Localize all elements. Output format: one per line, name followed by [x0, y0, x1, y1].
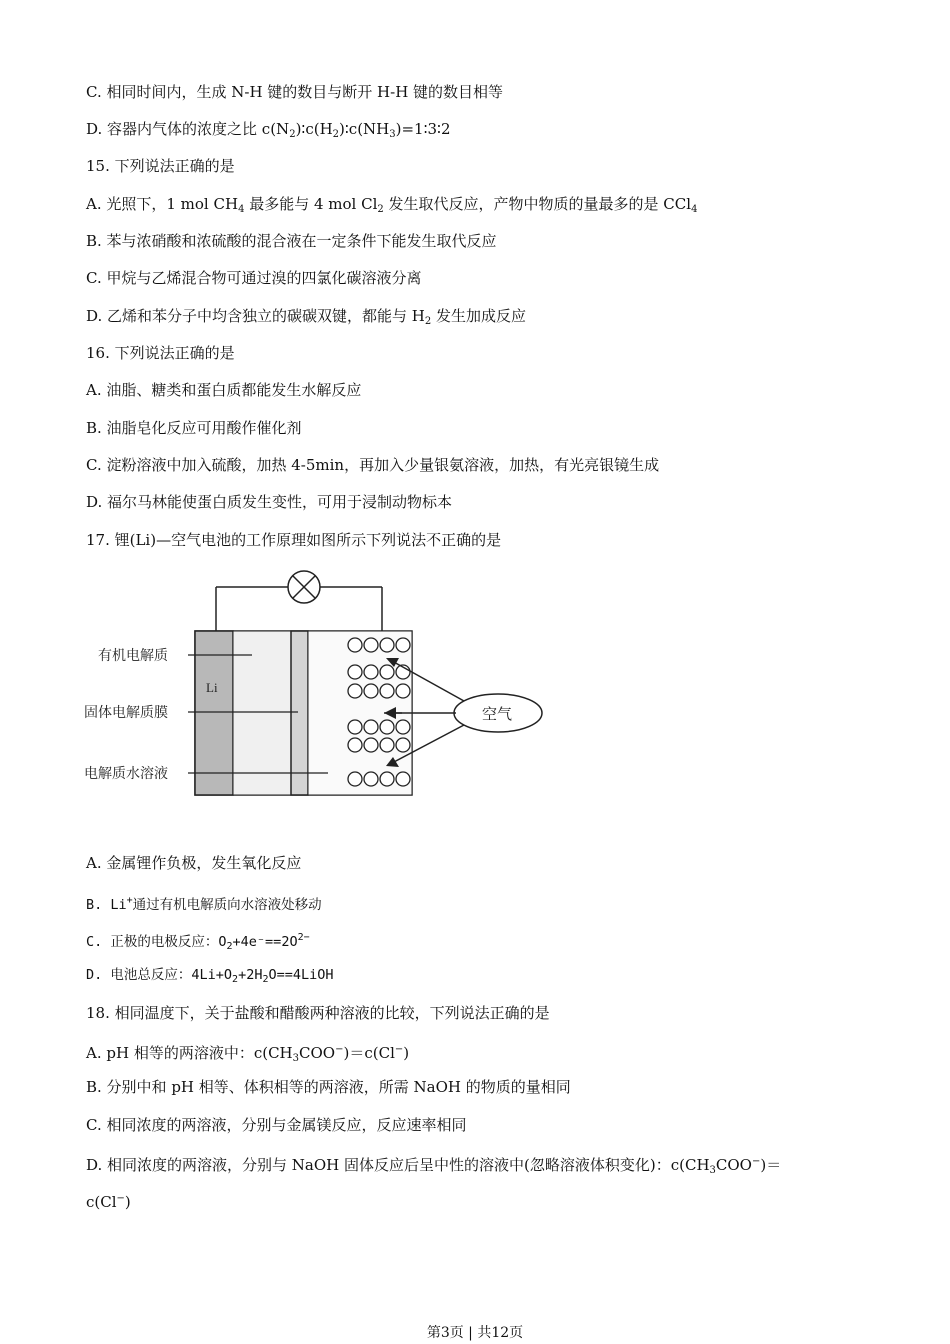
label-li: Li	[206, 680, 218, 695]
q17-option-b: B. Li+通过有机电解质向水溶液处移动	[86, 895, 322, 913]
page-footer: 第3页 | 共12页	[426, 1325, 524, 1341]
q16-option-b: B. 油脂皂化反应可用酸作催化剂	[86, 419, 302, 437]
q14-option-d: D. 容器内气体的浓度之比 $c(N_2)∶c(H_2)∶c(NH_3)=1∶3∶2$	[86, 120, 451, 140]
q18-option-d: D. 相同浓度的两溶液，分别与 NaOH 固体反应后呈中性的溶液中(忽略溶液体积变化)：$c(CH_3COO^-)=$	[86, 1156, 782, 1176]
q18-option-c: C. 相同浓度的两溶液，分别与金属镁反应，反应速率相同	[86, 1116, 467, 1134]
label-solid-membrane: 固体电解质膜	[84, 706, 168, 721]
label-organic-electrolyte: 有机电解质	[98, 649, 168, 664]
q16-stem: 16. 下列说法正确的是	[86, 344, 235, 362]
q17-option-a: A. 金属锂作负极，发生氧化反应	[86, 854, 302, 872]
q15-option-b: B. 苯与浓硝酸和浓硫酸的混合液在一定条件下能发生取代反应	[86, 232, 497, 250]
q14-option-c: C. 相同时间内，生成 N-H 键的数目与断开 H-H 键的数目相等	[86, 83, 504, 101]
battery-diagram	[80, 565, 560, 805]
q17-option-d: D. 电池总反应：$4Li+O_2+2H_2O==4LiOH$	[86, 967, 334, 985]
q15-option-d: D. 乙烯和苯分子中均含独立的碳碳双键，都能与 $H_2$ 发生加成反应	[86, 307, 527, 327]
q18-stem: 18. 相同温度下，关于盐酸和醋酸两种溶液的比较，下列说法正确的是	[86, 1004, 550, 1022]
label-air: 空气	[482, 707, 513, 723]
q18-option-b: B. 分别中和 pH 相等、体积相等的两溶液，所需 NaOH 的物质的量相同	[86, 1078, 571, 1096]
q18-option-a: A. pH 相等的两溶液中：$c(CH_3COO^-)=c(Cl^-)$	[86, 1044, 410, 1064]
q15-option-c: C. 甲烷与乙烯混合物可通过溴的四氯化碳溶液分离	[86, 269, 422, 287]
q15-option-a: A. 光照下，1 mol $CH_4$ 最多能与 4 mol $Cl_2$ 发生取代反应，产物中物质的量最多的是 CCl$_4$	[86, 195, 698, 215]
label-aqueous-electrolyte: 电解质水溶液	[84, 767, 168, 782]
q16-option-c: C. 淀粉溶液中加入硫酸，加热 4-5min，再加入少量银氨溶液，加热，有光亮银镜生成	[86, 456, 660, 474]
q15-stem: 15. 下列说法正确的是	[86, 157, 235, 175]
q16-option-a: A. 油脂、糖类和蛋白质都能发生水解反应	[86, 381, 362, 399]
q17-option-c: C. 正极的电极反应：$O_2+4e^-==2O^{2-}$	[86, 932, 310, 952]
q17-stem: 17. 锂(Li)—空气电池的工作原理如图所示下列说法不正确的是	[86, 531, 502, 549]
q18-option-d-continued: c(Cl−)	[86, 1193, 131, 1211]
q16-option-d: D. 福尔马林能使蛋白质发生变性，可用于浸制动物标本	[86, 493, 453, 511]
solid-membrane	[291, 631, 308, 795]
